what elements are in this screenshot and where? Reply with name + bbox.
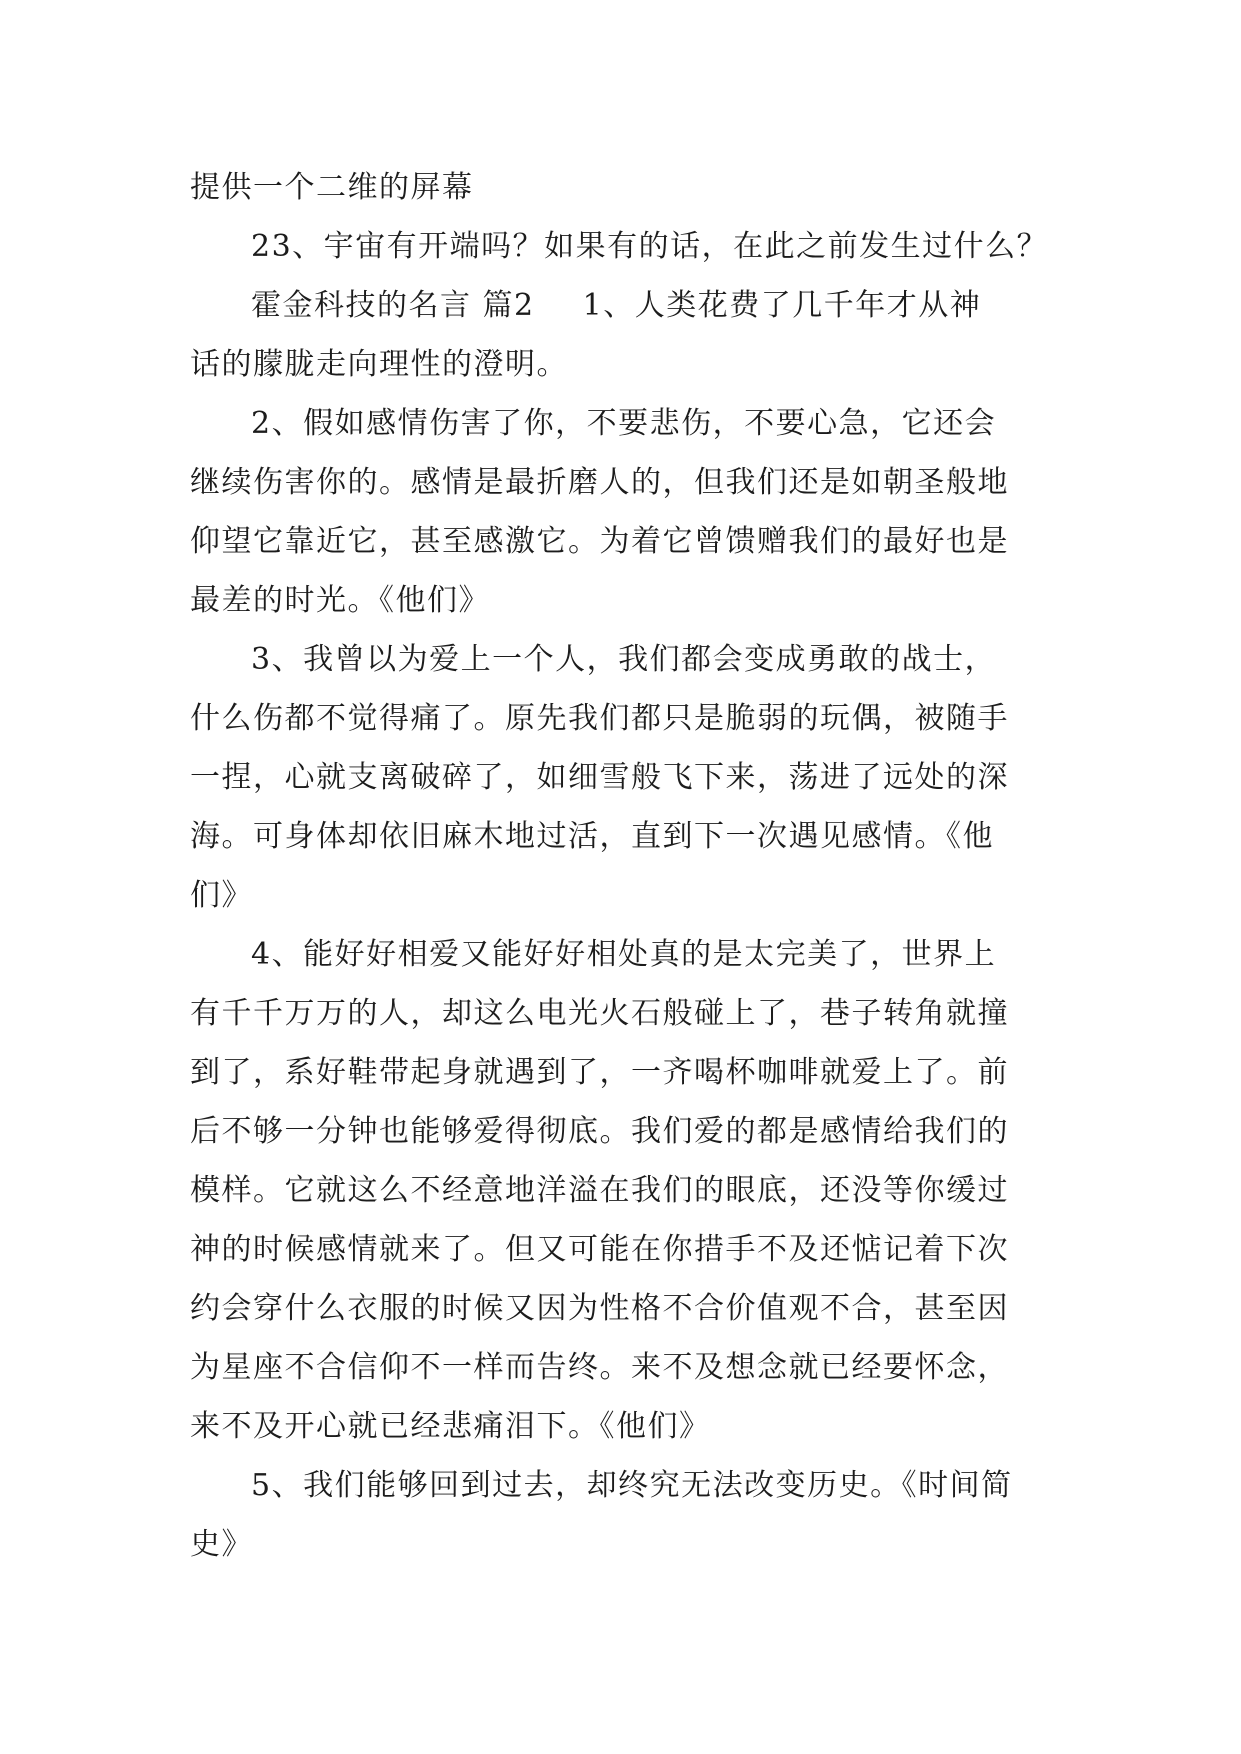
text-line: 约会穿什么衣服的时候又因为性格不合价值观不合，甚至因	[190, 1291, 1009, 1326]
text-line: 话的朦胧走向理性的澄明。	[190, 347, 568, 382]
paragraph-start: 2、假如感情伤害了你，不要悲伤，不要心急，它还会	[251, 406, 997, 441]
paragraph-start: 4、能好好相爱又能好好相处真的是太完美了，世界上	[251, 937, 997, 972]
text-line: 们》	[190, 878, 253, 913]
document-page	[190, 158, 1052, 1574]
text-line: 最差的时光。《他们》	[190, 583, 490, 618]
section-first-sentence: 1、人类花费了几千年才从神	[582, 288, 982, 323]
text-line: 史》	[190, 1527, 253, 1562]
text-line: 继续伤害你的。感情是最折磨人的，但我们还是如朝圣般地	[190, 465, 1009, 500]
text-line: 神的时候感情就来了。但又可能在你措手不及还惦记着下次	[190, 1232, 1009, 1267]
section-heading-line	[190, 276, 1052, 335]
text-line: 后不够一分钟也能够爱得彻底。我们爱的都是感情给我们的	[190, 1114, 1009, 1149]
text-line: 什么伤都不觉得痛了。原先我们都只是脆弱的玩偶，被随手	[190, 701, 1009, 736]
text-line: 有千千万万的人，却这么电光火石般碰上了，巷子转角就撞	[190, 996, 1009, 1031]
section-heading: 霍金科技的名言 篇2	[251, 288, 535, 323]
text-line: 到了，系好鞋带起身就遇到了，一齐喝杯咖啡就爱上了。前	[190, 1055, 1009, 1090]
paragraph-start: 5、我们能够回到过去，却终究无法改变历史。《时间简	[251, 1468, 1013, 1503]
text-line: 仰望它靠近它，甚至感激它。为着它曾馈赠我们的最好也是	[190, 524, 1009, 559]
text-line: 为星座不合信仰不一样而告终。来不及想念就已经要怀念，	[190, 1350, 1009, 1385]
text-line: 23、宇宙有开端吗？如果有的话，在此之前发生过什么？	[251, 229, 1049, 264]
text-line: 模样。它就这么不经意地洋溢在我们的眼底，还没等你缓过	[190, 1173, 1009, 1208]
paragraph-start: 3、我曾以为爱上一个人，我们都会变成勇敢的战士，	[251, 642, 997, 677]
text-line: 一捏，心就支离破碎了，如细雪般飞下来，荡进了远处的深	[190, 760, 1009, 795]
text-line: 提供一个二维的屏幕	[190, 170, 474, 205]
text-line: 海。可身体却依旧麻木地过活，直到下一次遇见感情。《他	[190, 819, 994, 854]
text-line: 来不及开心就已经悲痛泪下。《他们》	[190, 1409, 711, 1444]
